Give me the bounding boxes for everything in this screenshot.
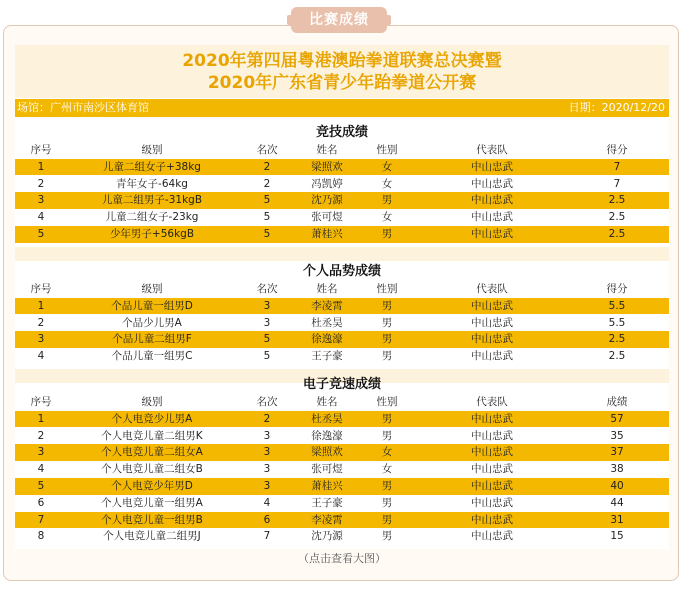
- section-title: 电子竞速成绩: [302, 377, 381, 392]
- table-cell: 张可煜: [311, 463, 343, 476]
- header-cell: 序号: [30, 283, 52, 295]
- table-row: [15, 478, 669, 495]
- table-cell: 中山忠武: [471, 412, 513, 425]
- table-cell: 个人电竞儿童二组女B: [101, 463, 203, 476]
- table-cell: 中山忠武: [471, 228, 513, 240]
- table-cell: 儿童二组男子-31kgB: [101, 194, 203, 207]
- table-cell: 2: [263, 177, 271, 190]
- table-row: [15, 348, 669, 365]
- table-cell: 5.5: [608, 316, 626, 329]
- table-cell: 5: [263, 228, 271, 240]
- table-cell: 2.5: [608, 194, 626, 207]
- table-cell: 4: [37, 463, 45, 476]
- table-cell: 青年女子-64kg: [116, 177, 188, 190]
- table-cell: 38: [610, 463, 624, 476]
- table-cell: 个品儿童一组男C: [111, 350, 193, 363]
- table-cell: 杜丞昊: [311, 316, 343, 329]
- table-cell: 5: [263, 211, 271, 224]
- table-cell: 6: [263, 513, 271, 526]
- table-cell: 1: [37, 160, 45, 173]
- table-cell: 女: [381, 463, 393, 476]
- table-cell: 3: [37, 446, 45, 459]
- header-cell: 代表队: [476, 396, 508, 408]
- section-title: 个人品势成绩: [302, 264, 381, 279]
- table-cell: 中山忠武: [471, 177, 513, 190]
- table-row: [15, 444, 669, 461]
- table-cell: 中山忠武: [471, 333, 513, 346]
- table-cell: 个人电竞儿童二组女A: [101, 446, 203, 459]
- table-cell: 男: [381, 299, 393, 312]
- table-row: [15, 528, 669, 545]
- table-cell: 杜丞昊: [311, 412, 343, 425]
- header-cell: 名次: [256, 283, 278, 295]
- header-cell: 得分: [606, 283, 628, 295]
- table-cell: 7: [613, 160, 621, 173]
- table-cell: 3: [37, 333, 45, 346]
- section-divider: [15, 247, 669, 261]
- table-cell: 萧桂兴: [311, 480, 343, 492]
- table-cell: 个人电竞少儿男A: [111, 412, 193, 425]
- table-cell: 王子豪: [311, 496, 343, 509]
- header-cell: 序号: [30, 396, 52, 408]
- date-label: 日期：2020/12/20: [568, 101, 665, 114]
- header-cell: 名次: [256, 144, 278, 156]
- table-cell: 徐逸濠: [311, 333, 343, 346]
- table-cell: 中山忠武: [471, 446, 513, 459]
- table-cell: 男: [381, 513, 393, 526]
- table-row: [15, 331, 669, 348]
- table-cell: 7: [37, 513, 45, 526]
- table-cell: 个人电竞儿童二组男K: [101, 429, 203, 442]
- table-row: [15, 226, 669, 243]
- table-cell: 5: [37, 480, 45, 492]
- table-row: [15, 495, 669, 512]
- table-cell: 2.5: [608, 333, 626, 346]
- table-cell: 7: [613, 177, 621, 190]
- table-cell: 57: [610, 412, 624, 425]
- table-cell: 2: [37, 429, 45, 442]
- table-cell: 7: [263, 530, 271, 543]
- table-cell: 1: [37, 412, 45, 425]
- header-cell: 姓名: [316, 396, 338, 408]
- table-cell: 3: [263, 463, 271, 476]
- view-large-caption[interactable]: （点击查看大图）: [298, 552, 386, 565]
- table-cell: 沈乃源: [311, 194, 343, 207]
- table-cell: 中山忠武: [471, 513, 513, 526]
- header-cell: 级别: [141, 283, 163, 295]
- table-cell: 8: [37, 530, 45, 543]
- table-cell: 中山忠武: [471, 350, 513, 363]
- results-board[interactable]: [15, 45, 669, 565]
- table-cell: 女: [381, 177, 393, 190]
- table-cell: 31: [610, 513, 624, 526]
- header-cell: 性别: [376, 144, 398, 156]
- table-cell: 3: [263, 299, 271, 312]
- venue-bar: [15, 99, 669, 117]
- table-cell: 男: [381, 429, 393, 442]
- table-cell: 个品儿童二组男F: [112, 333, 192, 346]
- table-cell: 2.5: [608, 228, 626, 240]
- results-tab: 比赛成绩: [291, 7, 387, 33]
- title-line-2: 2020年广东省青少年跆拳道公开赛: [207, 73, 477, 93]
- header-cell: 级别: [141, 396, 163, 408]
- table-cell: 男: [381, 333, 393, 346]
- header-cell: 性别: [376, 283, 398, 295]
- header-cell: 代表队: [476, 283, 508, 295]
- table-cell: 男: [381, 412, 393, 425]
- table-cell: 男: [381, 530, 393, 543]
- header-cell: 得分: [606, 144, 628, 156]
- table-cell: 3: [263, 480, 271, 492]
- table-cell: 个人电竞儿童一组男B: [101, 513, 203, 526]
- table-cell: 44: [610, 496, 624, 509]
- table-cell: 萧桂兴: [311, 228, 343, 240]
- table-cell: 5: [263, 194, 271, 207]
- header-cell: 姓名: [316, 144, 338, 156]
- table-row: [15, 176, 669, 193]
- table-cell: 5: [263, 350, 271, 363]
- table-cell: 中山忠武: [471, 194, 513, 207]
- table-cell: 冯凯婷: [311, 177, 343, 190]
- table-cell: 3: [263, 316, 271, 329]
- table-cell: 4: [37, 350, 45, 363]
- table-cell: 中山忠武: [471, 316, 513, 329]
- table-cell: 男: [381, 480, 393, 492]
- table-row: [15, 461, 669, 478]
- table-cell: 15: [610, 530, 624, 543]
- table-cell: 2: [37, 316, 45, 329]
- table-cell: 3: [263, 429, 271, 442]
- table-cell: 梁照欢: [311, 160, 343, 173]
- table-cell: 中山忠武: [471, 496, 513, 509]
- table-cell: 个品儿童一组男D: [111, 299, 193, 312]
- header-cell: 级别: [141, 144, 163, 156]
- table-cell: 梁照欢: [311, 446, 343, 459]
- table-cell: 中山忠武: [471, 211, 513, 224]
- table-cell: 女: [381, 446, 393, 459]
- table-cell: 35: [610, 429, 624, 442]
- table-cell: 中山忠武: [471, 480, 513, 492]
- table-cell: 4: [37, 211, 45, 224]
- table-cell: 2.5: [608, 211, 626, 224]
- table-cell: 5: [37, 228, 45, 240]
- table-cell: 少年男子+56kgB: [109, 228, 195, 240]
- table-cell: 2: [37, 177, 45, 190]
- table-cell: 男: [381, 496, 393, 509]
- table-cell: 男: [381, 228, 393, 240]
- table-row: [15, 192, 669, 209]
- table-cell: 儿童二组女子-23kg: [105, 211, 199, 224]
- table-row: [15, 315, 669, 332]
- table-cell: 中山忠武: [471, 429, 513, 442]
- table-cell: 李凌霄: [311, 299, 343, 312]
- table-cell: 李凌霄: [311, 513, 343, 526]
- table-cell: 1: [37, 299, 45, 312]
- table-cell: 男: [381, 316, 393, 329]
- title-banner: [15, 45, 669, 98]
- table-row: [15, 512, 669, 529]
- table-row: [15, 411, 669, 428]
- table-cell: 4: [263, 496, 271, 509]
- table-row: [15, 428, 669, 445]
- table-cell: 男: [381, 194, 393, 207]
- header-cell: 性别: [376, 396, 398, 408]
- table-cell: 个人电竞儿童一组男A: [101, 496, 203, 509]
- section-title: 竞技成绩: [315, 125, 368, 140]
- table-cell: 沈乃源: [311, 530, 343, 543]
- table-cell: 37: [610, 446, 624, 459]
- table-cell: 女: [381, 160, 393, 173]
- table-cell: 女: [381, 211, 393, 224]
- table-cell: 王子豪: [311, 350, 343, 363]
- title-line-1: 2020年第四届粤港澳跆拳道联赛总决赛暨: [182, 51, 502, 71]
- table-row: [15, 298, 669, 315]
- table-cell: 个人电竞少年男D: [111, 480, 193, 492]
- table-row: [15, 159, 669, 176]
- table-cell: 张可煜: [311, 211, 343, 224]
- table-cell: 2: [263, 412, 271, 425]
- table-cell: 40: [610, 480, 624, 492]
- table-cell: 个品少儿男A: [122, 316, 182, 329]
- header-cell: 序号: [30, 144, 52, 156]
- table-cell: 中山忠武: [471, 463, 513, 476]
- header-cell: 代表队: [476, 144, 508, 156]
- venue-label: 场馆：广州市南沙区体育馆: [17, 101, 149, 114]
- table-cell: 5: [263, 333, 271, 346]
- table-cell: 中山忠武: [471, 299, 513, 312]
- table-header: [15, 394, 669, 411]
- table-cell: 徐逸濠: [311, 429, 343, 442]
- table-header: [15, 281, 669, 298]
- table-cell: 儿童二组女子+38kg: [103, 160, 201, 173]
- table-cell: 3: [37, 194, 45, 207]
- header-cell: 姓名: [316, 283, 338, 295]
- table-cell: 个人电竞儿童二组男J: [103, 530, 201, 543]
- table-cell: 男: [381, 350, 393, 363]
- table-cell: 2: [263, 160, 271, 173]
- table-cell: 5.5: [608, 299, 626, 312]
- table-cell: 中山忠武: [471, 160, 513, 173]
- header-cell: 成绩: [606, 396, 628, 408]
- table-header: [15, 142, 669, 159]
- table-cell: 6: [37, 496, 45, 509]
- header-cell: 名次: [256, 396, 278, 408]
- table-cell: 3: [263, 446, 271, 459]
- table-cell: 中山忠武: [471, 530, 513, 543]
- table-cell: 2.5: [608, 350, 626, 363]
- table-row: [15, 209, 669, 226]
